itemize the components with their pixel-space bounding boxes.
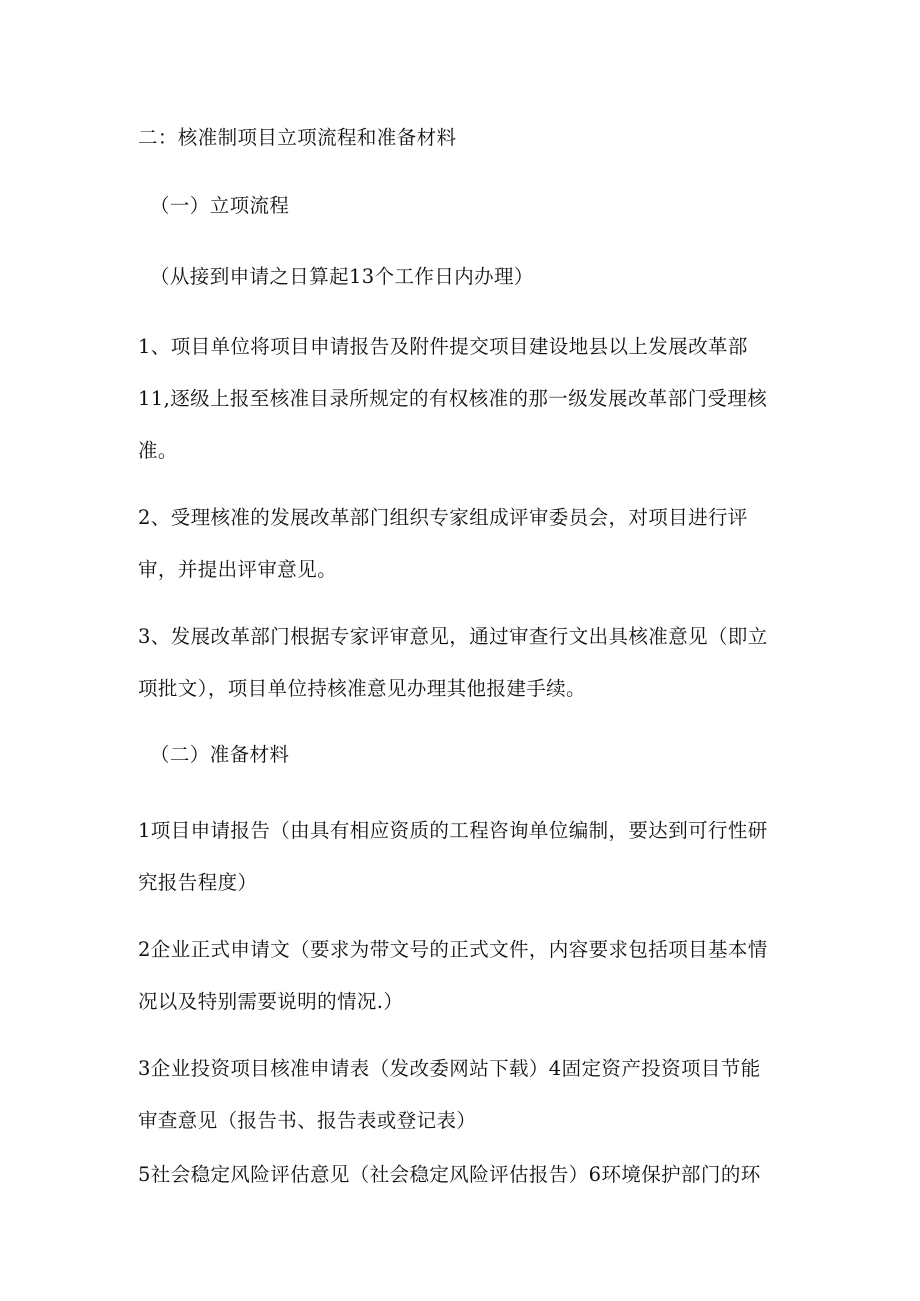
paragraph-line: 况以及特别需要说明的情况.） (138, 990, 404, 1013)
document-heading (138, 112, 788, 164)
time-limit-text: （从接到申请之日算起13个工作日内办理） (150, 265, 534, 288)
section-title-materials (150, 729, 800, 781)
paragraph-line: 1项目申请报告（由具有相应资质的工程咨询单位编制，要达到可行性研 (138, 819, 768, 842)
paragraph-line: 5社会稳定风险评估意见（社会稳定风险评估报告）6环境保护部门的环 (138, 1163, 761, 1186)
paragraph-line: 审，并提出评审意见。 (138, 558, 338, 581)
material-item-3-4 (138, 1043, 788, 1147)
paragraph-line: 3企业投资项目核准申请表（发改委网站下载）4固定资产投资项目节能 (138, 1057, 761, 1080)
material-item-1 (138, 805, 788, 909)
paragraph-line: 审查意见（报告书、报告表或登记表） (138, 1109, 477, 1132)
process-step-3 (138, 611, 788, 715)
paragraph-line: 究报告程度） (138, 871, 258, 894)
paragraph-line: 2企业正式申请文（要求为带文号的正式文件，内容要求包括项目基本情 (138, 938, 768, 961)
time-limit-note (150, 251, 800, 303)
process-step-2 (138, 492, 788, 596)
paragraph-line: 1、项目单位将项目申请报告及附件提交项目建设地县以上发展改革部 (138, 335, 748, 358)
material-item-5-6 (138, 1149, 788, 1201)
paragraph-line: 项批文），项目单位持核准意见办理其他报建手续。 (138, 677, 586, 700)
paragraph-line: 3、发展改革部门根据专家评审意见，通过审查行文出具核准意见（即立 (138, 625, 768, 648)
paragraph-line: 2、受理核准的发展改革部门组织专家组成评审委员会，对项目进行评 (138, 506, 748, 529)
heading-text: 二：核准制项目立项流程和准备材料 (138, 126, 457, 149)
section-title-text: （一）立项流程 (150, 194, 290, 217)
paragraph-line: 11,逐级上报至核准目录所规定的有权核准的那一级发展改革部门受理核 (138, 387, 768, 410)
section-title-process (150, 180, 800, 232)
paragraph-line: 准。 (138, 439, 178, 462)
material-item-2 (138, 924, 788, 1028)
process-step-1 (138, 321, 788, 477)
section-title-text: （二）准备材料 (150, 743, 290, 766)
